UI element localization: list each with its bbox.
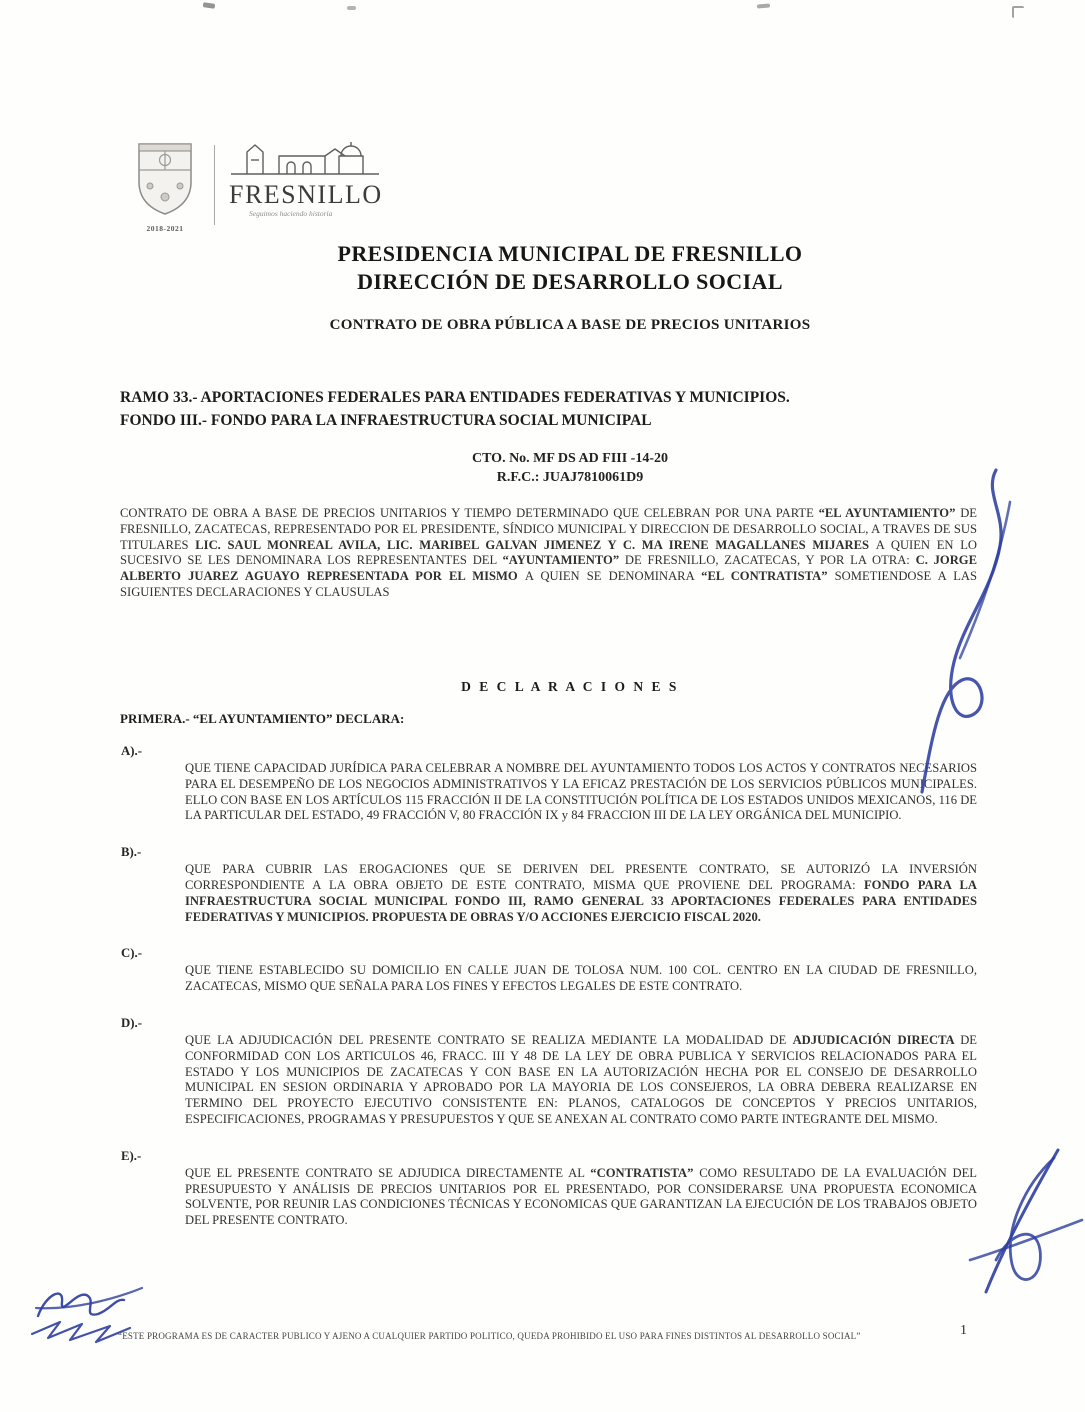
scan-artifact: [1012, 6, 1024, 18]
page-number: 1: [960, 1323, 967, 1338]
program-line-fondo: FONDO III.- FONDO PARA LA INFRAESTRUCTURA SOCIAL MUNICIPAL: [120, 412, 652, 429]
document-title: [120, 240, 1020, 296]
declaration-item-a: [121, 744, 977, 824]
fresnillo-tagline: Seguimos haciendo historia: [249, 209, 333, 218]
item-text: QUE LA ADJUDICACIÓN DEL PRESENTE CONTRATO SE REALIZA MEDIANTE LA MODALIDAD DE ADJUDICACIÓN DIRECTA DE CONFORMIDAD CON LOS ARTICULOS 46, FRACC. III Y 48 DE LA LEY DE OBRA PUBLICA Y SERVICIOS RELACIONADOS PARA EL ESTADO Y LOS MUNICIPIOS DE ZACATECAS Y CON BASE EN LA AUTORIZACIÓN HECHA POR EL CONSEJO DE DESARROLLO MUNICIPAL EN SESION ORDINARIA Y APROBADO POR LA MAYORIA DE LOS CONSEJEROS, LA OBRA DEBERA REALIZARSE EN TERMINO DEL PROYECTO EJECUTIVO CONSISTENTE EN: PLANOS, CATALOGOS DE CONCEPTOS Y PRECIOS UNITARIOS, ESPECIFICACIONES, PROGRAMAS Y PRESUPUESTOS Y QUE SE ANEXAN AL CONTRATO COMO PARTE INTEGRANTE DEL MISMO.: [185, 1032, 977, 1126]
contract-number: CTO. No. MF DS AD FIII -14-20: [471, 451, 668, 466]
declarations-heading: D E C L A R A C I O N E S: [461, 679, 679, 694]
fresnillo-wordmark: FRESNILLO: [229, 180, 383, 209]
contract-rfc: R.F.C.: JUAJ7810061D9: [496, 470, 644, 485]
item-text: QUE TIENE ESTABLECIDO SU DOMICILIO EN CALLE JUAN DE TOLOSA NUM. 100 COL. CENTRO EN LA CIUDAD DE FRESNILLO, ZACATECAS, MISMO QUE SEÑALA PARA LOS FINES Y EFECTOS LEGALES DE ESTE CONTRATO.: [185, 963, 977, 994]
document-subtitle: CONTRATO DE OBRA PÚBLICA A BASE DE PRECIOS UNITARIOS: [329, 317, 811, 333]
item-label: C).-: [121, 946, 142, 961]
signature-ink-bottom-left: [26, 1270, 146, 1362]
item-label: D).-: [121, 1015, 142, 1030]
declaration-item-c: [121, 946, 977, 995]
item-text: QUE EL PRESENTE CONTRATO SE ADJUDICA DIRECTAMENTE AL “CONTRATISTA” COMO RESULTADO DE LA EVALUACIÓN DEL PRESUPUESTO Y ANÁLISIS DE PRECIOS UNITARIOS POR EL PRESENTADO, POR CONSIDERARSE UNA PROPUESTA ECONOMICA SOLVENTE, POR REUNIR LAS CONDICIONES TÉCNICAS Y ECONOMICAS QUE GARANTIZAN LA EJECUCIÓN DE LOS TRABAJOS OBJETO DEL PRESENTE CONTRATO.: [185, 1165, 977, 1228]
title-line-1: PRESIDENCIA MUNICIPAL DE FRESNILLO: [337, 241, 803, 266]
item-text: QUE PARA CUBRIR LAS EROGACIONES QUE SE DERIVEN DEL PRESENTE CONTRATO, SE AUTORIZÓ LA INVERSIÓN CORRESPONDIENTE A LA OBRA OBJETO DE ESTE CONTRATO, MISMA QUE PROVIENE DEL PROGRAMA: FONDO PARA LA INFRAESTRUCTURA SOCIAL MUNICIPAL FONDO III, RAMO GENERAL 33 APORTACIONES FEDERALES PARA ENTIDADES FEDERATIVAS Y MUNICIPIOS. PROPUESTA DE OBRAS Y/O ACCIONES EJERCICIO FISCAL 2020.: [185, 862, 977, 924]
footer-disclaimer: “ESTE PROGRAMA ES DE CARACTER PUBLICO Y AJENO A CUALQUIER PARTIDO POLITICO, QUEDA PROHIBIDO EL USO PARA FINES DISTINTOS AL DESARROLLO SOCIAL”: [118, 1331, 861, 1341]
fresnillo-logo: [229, 140, 397, 218]
program-line-ramo: RAMO 33.- APORTACIONES FEDERALES PARA ENTIDADES FEDERATIVAS Y MUNICIPIOS.: [120, 389, 790, 406]
declaration-item-e: [121, 1149, 977, 1229]
primera-heading: PRIMERA.- “EL AYUNTAMIENTO” DECLARA:: [120, 711, 405, 726]
intro-paragraph: CONTRATO DE OBRA A BASE DE PRECIOS UNITARIOS Y TIEMPO DETERMINADO QUE CELEBRAN POR UNA PARTE “EL AYUNTAMIENTO” DE FRESNILLO, ZACATECAS, REPRESENTADO POR EL PRESIDENTE, SÍNDICO MUNICIPAL Y DIRECCION DE DESARROLLO SOCIAL, A TRAVES DE SUS TITULARES LIC. SAUL MONREAL AVILA, LIC. MARIBEL GALVAN JIMENEZ Y C. MA IRENE MAGALLANES MIJARES A QUIEN EN LO SUCESIVO SE LES DENOMINARA LOS REPRESENTANTES DEL “AYUNTAMIENTO” DE FRESNILLO, ZACATECAS, Y POR LA OTRA: C. JORGE ALBERTO JUAREZ AGUAYO REPRESENTADA POR EL MISMO A QUIEN SE DENOMINARA “EL CONTRATISTA” SOMETIENDOSE A LAS SIGUIENTES DECLARACIONES Y CLAUSULAS: [120, 506, 978, 599]
item-label: A).-: [121, 744, 142, 758]
item-label: B).-: [121, 845, 142, 860]
signature-ink-bottom-right: [962, 1132, 1085, 1302]
scan-artifact: [203, 2, 216, 9]
declaration-item-b: [121, 845, 977, 925]
title-line-2: DIRECCIÓN DE DESARROLLO SOCIAL: [357, 269, 783, 294]
declaration-item-d: [121, 1016, 977, 1128]
logo-divider: [214, 145, 215, 225]
logo-block: [130, 140, 397, 233]
building-sketch-icon: [229, 140, 381, 176]
item-text: QUE TIENE CAPACIDAD JURÍDICA PARA CELEBRAR A NOMBRE DEL AYUNTAMIENTO TODOS LOS ACTOS Y CONTRATOS NECESARIOS PARA EL DESEMPEÑO DE LOS NEGOCIOS ADMINISTRATIVOS Y LA EFICAZ PRESTACIÓN DE LOS SERVICIOS PÚBLICOS MUNICIPALES. ELLO CON BASE EN LOS ARTÍCULOS 115 FRACCIÓN II DE LA CONSTITUCIÓN POLÍTICA DE LOS ESTADOS UNIDOS MEXICANOS, 116 DE LA PARTICULAR DEL ESTADO, 49 FRACCIÓN V, 80 FRACCIÓN IX y 84 FRACCION III DE LA LEY ORGÁNICA DEL MUNICIPIO.: [185, 761, 977, 823]
crest-shield-icon: [133, 140, 197, 218]
program-heading: [120, 386, 982, 432]
crest-caption: 2018-2021: [146, 224, 184, 233]
scan-artifact: [757, 3, 770, 8]
scan-artifact: [347, 6, 356, 10]
item-label: E).-: [121, 1148, 142, 1163]
municipal-crest-logo: [130, 140, 200, 233]
declaration-items: [121, 744, 977, 1250]
